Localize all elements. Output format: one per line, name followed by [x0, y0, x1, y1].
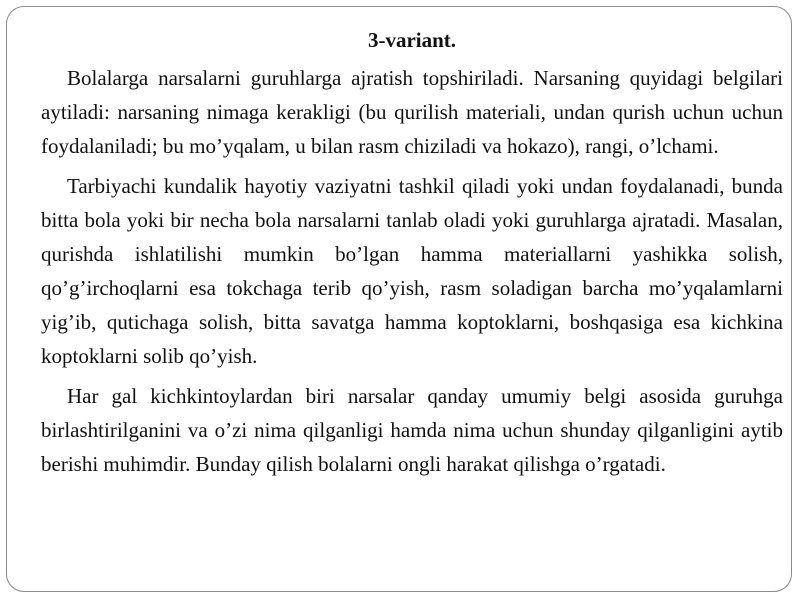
paragraph-2: Tarbiyachi kundalik hayotiy vaziyatni tashkil qiladi yoki undan foydalanadi, bunda bitta bola yoki bir necha bola narsalarni tanlab oladi yoki guruhlarga ajratadi. Masalan, qurishda ishlatilishi mumkin bo’lgan hamma materiallarni yashikka solish, qo’g’irchoqlarni esa tokchaga terib qo’yish, rasm soladigan barcha mo’yqalamlarni yig’ib, qutichaga solish, bitta savatga hamma koptoklarni, boshqasiga esa kichkina koptoklarni solib qo’yish. [41, 174, 783, 368]
paragraph-3: Har gal kichkintoylardan biri narsalar qanday umumiy belgi asosida guruhga birlashtirilganini va o’zi nima qilganligi hamda nima uchun shunday qilganligini aytib berishi muhimdir. Bunday qilish bolalarni ongli harakat qilishga o’rgatadi. [41, 384, 783, 476]
document-title: 3-variant. [367, 28, 457, 52]
paragraph-1: Bolalarga narsalarni guruhlarga ajratish topshiriladi. Narsaning quyidagi belgilari aytiladi: narsaning nimaga kerakligi (bu qurilish materiali, undan qurish uchun uchun foydalaniladi; bu mo’yqalam, u bilan rasm chiziladi va hokazo), rangi, o’lchami. [41, 66, 783, 158]
slide-frame [6, 6, 792, 592]
document-body [41, 27, 783, 487]
